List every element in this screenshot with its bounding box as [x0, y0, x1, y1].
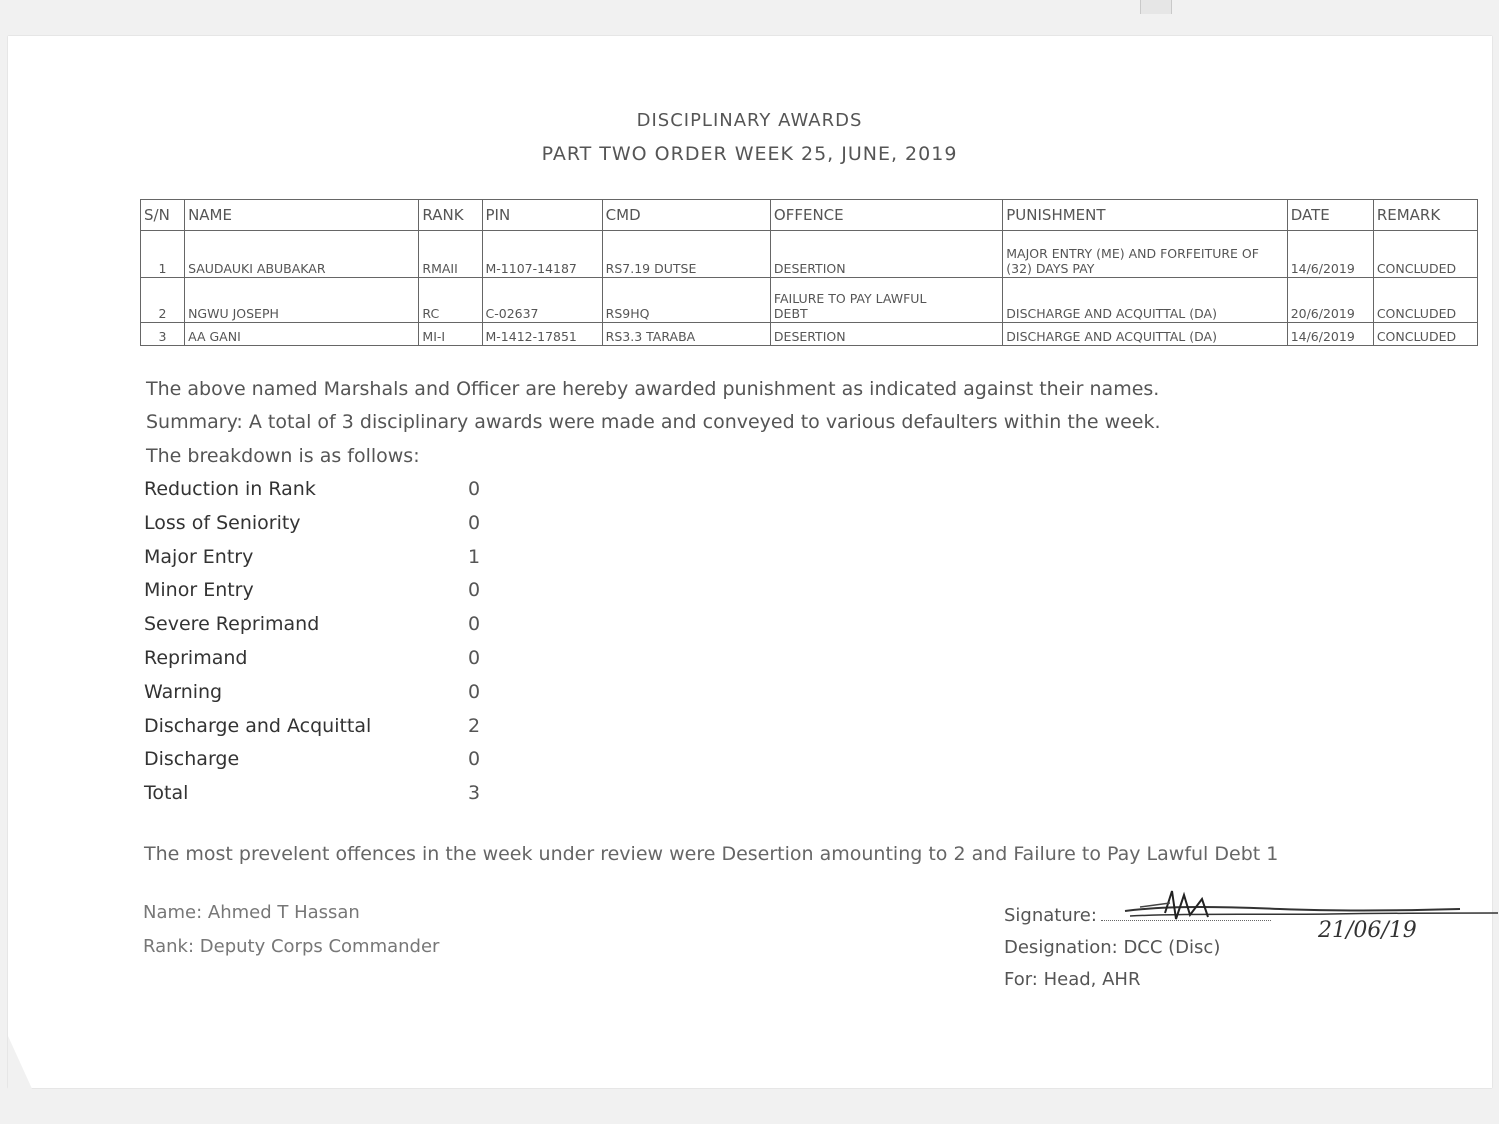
header-remark: REMARK [1373, 200, 1477, 231]
breakdown-intro: The breakdown is as follows: [146, 445, 420, 467]
table-row [141, 278, 1478, 323]
header-cmd: CMD [602, 200, 770, 231]
breakdown-value: 2 [467, 714, 481, 737]
cell-name: AA GANI [185, 323, 419, 346]
header-sn: S/N [141, 200, 185, 231]
signatory-rank: Rank: Deputy Corps Commander [143, 936, 440, 957]
cell-punishment: MAJOR ENTRY (ME) AND FORFEITURE OF (32) DAYS PAY [1003, 231, 1287, 278]
header-punishment: PUNISHMENT [1003, 200, 1287, 231]
table-row [141, 323, 1478, 346]
cell-cmd: RS9HQ [602, 278, 770, 323]
cell-remark: CONCLUDED [1373, 278, 1477, 323]
breakdown-label: Major Entry [144, 545, 254, 568]
breakdown-label: Reduction in Rank [144, 478, 316, 500]
cell-rank: MI-I [419, 323, 482, 346]
cell-offence-line1: FAILURE TO PAY LAWFUL [773, 291, 927, 306]
breakdown-value: 0 [467, 646, 481, 669]
cell-remark: CONCLUDED [1373, 323, 1477, 346]
cell-punishment: DISCHARGE AND ACQUITTAL (DA) [1003, 323, 1287, 346]
cell-name: SAUDAUKI ABUBAKAR [185, 231, 419, 278]
cell-cmd: RS3.3 TARABA [602, 323, 770, 346]
cell-offence [770, 278, 1002, 323]
cell-offence-line2: DEBT [773, 306, 808, 321]
header-rank: RANK [419, 200, 482, 231]
breakdown-label: Warning [144, 680, 223, 703]
cell-offence: DESERTION [770, 231, 1002, 278]
breakdown-value: 1 [467, 545, 481, 568]
handwritten-signature [1110, 885, 1499, 965]
cell-cmd: RS7.19 DUTSE [602, 231, 770, 278]
awards-table [140, 199, 1478, 346]
breakdown-label: Loss of Seniority [144, 511, 301, 534]
breakdown-value: 0 [467, 478, 481, 500]
document-subtitle: PART TWO ORDER WEEK 25, JUNE, 2019 [541, 143, 958, 165]
table-header-row [141, 200, 1478, 231]
breakdown-label: Severe Reprimand [144, 613, 320, 636]
cell-sn: 2 [141, 278, 185, 323]
breakdown-label: Discharge [144, 748, 240, 771]
signatory-block [143, 902, 439, 970]
prevalent-offences-note: The most prevelent offences in the week under review were Desertion amounting to 2 and Failure to Pay Lawful Debt 1 [144, 843, 1279, 865]
cell-punishment: DISCHARGE AND ACQUITTAL (DA) [1003, 278, 1287, 323]
breakdown-value: 0 [467, 579, 481, 602]
header-offence: OFFENCE [770, 200, 1002, 231]
breakdown-value: 0 [467, 613, 481, 636]
breakdown-value: 0 [467, 680, 481, 703]
signatory-name: Name: Ahmed T Hassan [143, 902, 360, 923]
header-name: NAME [185, 200, 419, 231]
breakdown-label: Total [144, 782, 189, 805]
cell-remark: CONCLUDED [1373, 231, 1477, 278]
cell-sn: 3 [141, 323, 185, 346]
breakdown-label: Minor Entry [144, 579, 254, 602]
breakdown-label: Reprimand [144, 646, 248, 669]
table-row [141, 231, 1478, 278]
cell-pin: C-02637 [482, 278, 602, 323]
cell-date: 14/6/2019 [1287, 323, 1373, 346]
header-date: DATE [1287, 200, 1373, 231]
cell-sn: 1 [141, 231, 185, 278]
cell-offence: DESERTION [770, 323, 1002, 346]
cell-date: 14/6/2019 [1287, 231, 1373, 278]
award-statement: The above named Marshals and Officer are hereby awarded punishment as indicated against their names. [146, 378, 1160, 400]
cell-name: NGWU JOSEPH [185, 278, 419, 323]
folded-corner [8, 1036, 48, 1124]
cell-rank: RC [419, 278, 482, 323]
cell-pin: M-1412-17851 [482, 323, 602, 346]
designation: Designation: DCC (Disc) [1004, 937, 1221, 958]
breakdown-value: 3 [467, 782, 481, 805]
summary-text: Summary: A total of 3 disciplinary awards were made and conveyed to various defaulters within the week. [146, 411, 1161, 433]
signed-date: 21/06/19 [1318, 918, 1417, 943]
breakdown-value: 0 [467, 748, 481, 771]
paper-clip-edge [1140, 0, 1172, 14]
signature-label: Signature: [1004, 905, 1097, 926]
breakdown-value: 0 [467, 511, 481, 534]
document-title: DISCIPLINARY AWARDS [636, 110, 863, 131]
cell-rank: RMAII [419, 231, 482, 278]
cell-date: 20/6/2019 [1287, 278, 1373, 323]
header-pin: PIN [482, 200, 602, 231]
cell-pin: M-1107-14187 [482, 231, 602, 278]
breakdown-label: Discharge and Acquittal [144, 714, 372, 737]
for-line: For: Head, AHR [1004, 969, 1141, 990]
